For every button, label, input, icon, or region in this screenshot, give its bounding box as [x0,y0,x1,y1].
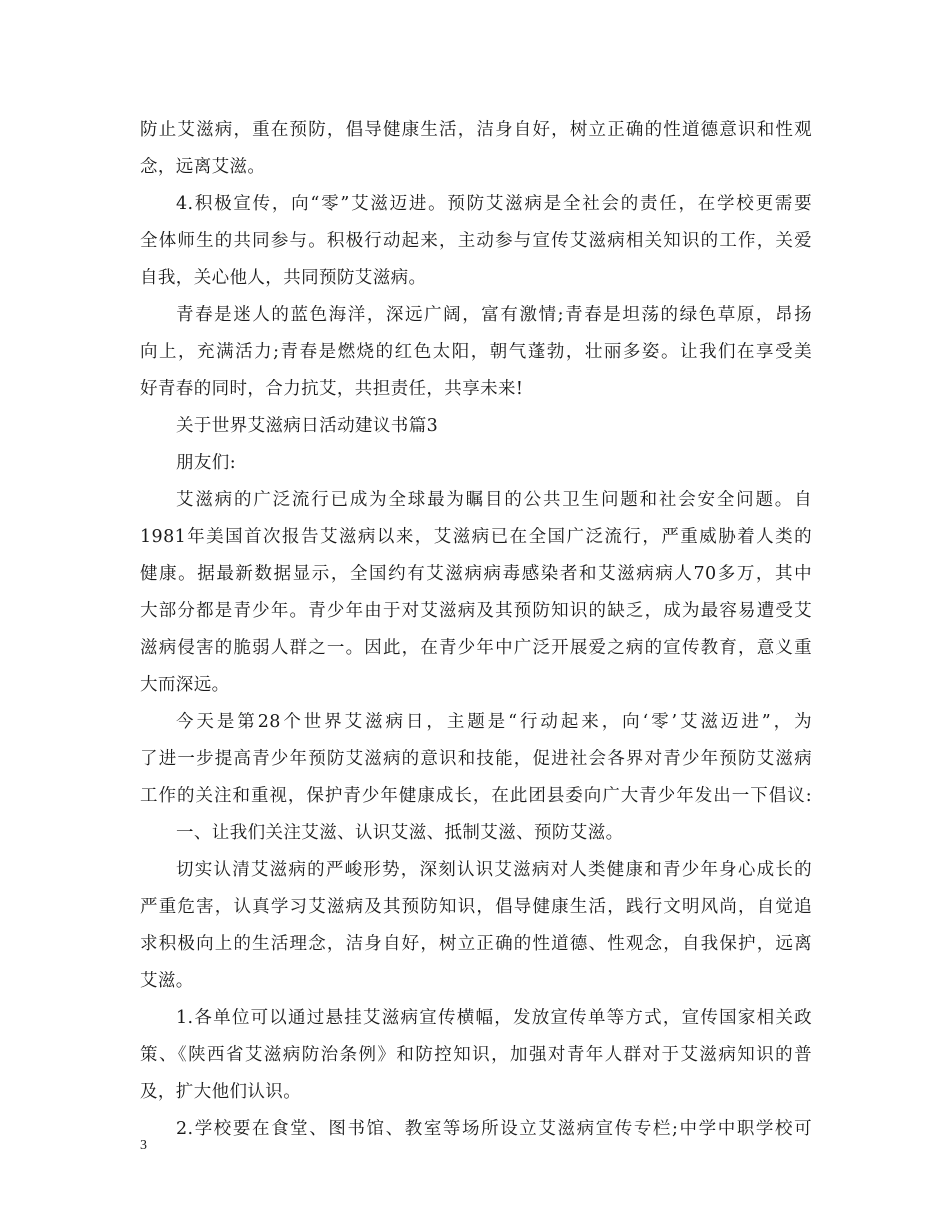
text-line: 4.积极宣传，向“零”艾滋迈进。预防艾滋病是全社会的责任，在学校更需要 [176,194,812,214]
page-number: 3 [140,1138,147,1153]
text-line: 青春是迷人的蓝色海洋，深远广阔，富有激情;青春是坦荡的绿色草原，昂扬 [176,305,812,325]
text-line: 防止艾滋病，重在预防，倡导健康生活，洁身自好，树立正确的性道德意识和性观 [140,120,812,140]
text-line: 及，扩大他们认识。 [140,1082,302,1102]
text-line: 滋病侵害的脆弱人群之一。因此，在青少年中广泛开展爱之病的宣传教育，意义重 [140,638,812,658]
text-line: 1981年美国首次报告艾滋病以来，艾滋病已在全国广泛流行，严重威胁着人类的 [140,527,812,547]
text-line: 策、《陕西省艾滋病防治条例》和防控知识，加强对青年人群对于艾滋病知识的普 [140,1045,812,1065]
text-line: 1.各单位可以通过悬挂艾滋病宣传横幅，发放宣传单等方式，宣传国家相关政 [176,1008,812,1028]
text-line: 关于世界艾滋病日活动建议书篇3 [176,416,439,436]
text-line: 艾滋病的广泛流行已成为全球最为瞩目的公共卫生问题和社会安全问题。自 [176,490,812,510]
text-line: 健康。据最新数据显示，全国约有艾滋病病毒感染者和艾滋病病人70多万，其中 [140,564,812,584]
text-line: 念，远离艾滋。 [140,157,266,177]
text-line: 了进一步提高青少年预防艾滋病的意识和技能，促进社会各界对青少年预防艾滋病 [140,749,812,769]
text-line: 求积极向上的生活理念，洁身自好，树立正确的性道德、性观念，自我保护，远离 [140,934,812,954]
text-line: 切实认清艾滋病的严峻形势，深刻认识艾滋病对人类健康和青少年身心成长的 [176,860,812,880]
text-line: 向上，充满活力;青春是燃烧的红色太阳，朝气蓬勃，壮丽多姿。让我们在享受美 [140,342,812,362]
text-line: 艾滋。 [140,971,194,991]
text-line: 大部分都是青少年。青少年由于对艾滋病及其预防知识的缺乏，成为最容易遭受艾 [140,601,812,621]
text-line: 自我，关心他人，共同预防艾滋病。 [140,268,427,288]
text-line: 好青春的同时，合力抗艾，共担责任，共享未来! [140,379,524,399]
text-line: 工作的关注和重视，保护青少年健康成长，在此团县委向广大青少年发出一下倡议: [140,786,812,806]
text-line: 全体师生的共同参与。积极行动起来，主动参与宣传艾滋病相关知识的工作，关爱 [140,231,812,251]
text-line: 严重危害，认真学习艾滋病及其预防知识，倡导健康生活，践行文明风尚，自觉追 [140,897,812,917]
document-body [140,112,812,1148]
text-line: 一、让我们关注艾滋、认识艾滋、抵制艾滋、预防艾滋。 [176,823,624,843]
text-line: 2.学校要在食堂、图书馆、教室等场所设立艾滋病宣传专栏;中学中职学校可 [176,1119,812,1139]
text-line: 朋友们: [176,453,236,473]
text-line: 大而深远。 [140,675,230,695]
text-line: 今天是第28个世界艾滋病日，主题是“行动起来，向‘零’艾滋迈进”，为 [176,712,812,732]
